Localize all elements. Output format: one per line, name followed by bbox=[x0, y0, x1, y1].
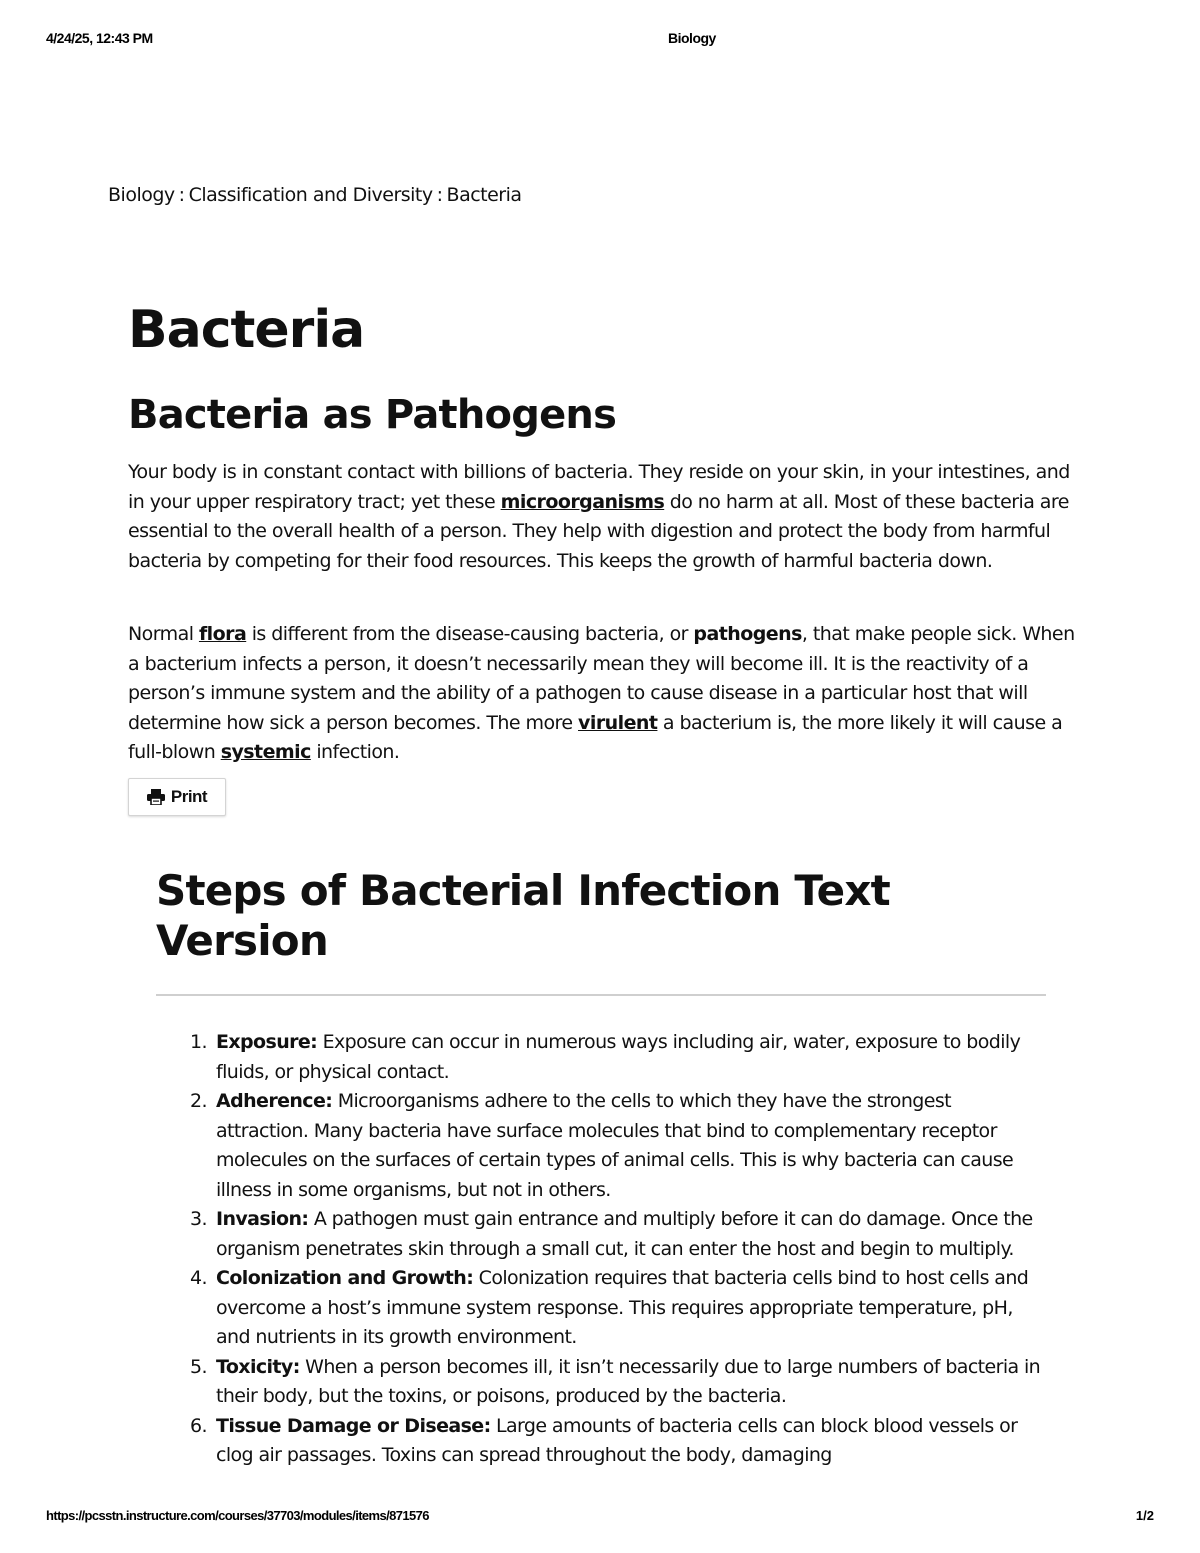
steps-list bbox=[190, 1028, 1046, 1471]
step-text: When a person becomes ill, it isn’t necessarily due to large numbers of bacteria in their body, but the toxins, or poisons, produced by the bacteria. bbox=[216, 1355, 1041, 1407]
step-text: Large amounts of bacteria cells can block blood vessels or clog air passages. Toxins can spread throughout the body, damaging bbox=[216, 1414, 1018, 1466]
list-number: 4. bbox=[190, 1267, 207, 1289]
breadcrumb-item-bacteria[interactable]: Bacteria bbox=[446, 184, 522, 206]
list-number: 1. bbox=[190, 1031, 207, 1053]
print-button-label: Print bbox=[170, 787, 208, 806]
steps-title: Steps of Bacterial Infection Text Version bbox=[156, 866, 890, 965]
print-datetime: 4/24/25, 12:43 PM bbox=[46, 30, 153, 46]
paragraph-intro bbox=[128, 458, 1078, 576]
step-text: Colonization requires that bacteria cells bind to host cells and overcome a host’s immune system response. This requires appropriate temperature, pH, and nutrients in its growth environment. bbox=[216, 1267, 1029, 1348]
list-item bbox=[190, 1412, 1046, 1471]
paragraph-text: Your body is in constant contact with billions of bacteria. They reside on your skin, in your intestines, and in your upper respiratory tract; yet these bbox=[128, 461, 1070, 513]
step-text: A pathogen must gain entrance and multiply before it can do damage. Once the organism penetrates skin through a small cut, it can enter the host and begin to multiply. bbox=[216, 1208, 1033, 1260]
paragraph-text: do no harm at all. Most of these bacteria are essential to the overall health of a person. They help with digestion and protect the body from harmful bacteria by competing for their food resources. This keeps the growth of harmful bacteria down. bbox=[128, 490, 1069, 572]
step-term: Tissue Damage or Disease: bbox=[216, 1414, 491, 1437]
list-number: 3. bbox=[190, 1208, 207, 1230]
step-term: Toxicity: bbox=[216, 1355, 300, 1378]
paragraph-text: is different from the disease-causing bacteria, or bbox=[246, 623, 694, 645]
paragraph-text: , that make people sick. When a bacterium infects a person, it doesn’t necessarily mean they will become ill. It is the reactivity of a person’s immune system and the ability of a pathogen to cause disease in a particular host that will determine how sick a person becomes. The more bbox=[128, 623, 1075, 734]
list-item bbox=[190, 1353, 1046, 1412]
glossary-link-virulent[interactable]: virulent bbox=[578, 711, 658, 734]
page-title: Bacteria bbox=[128, 300, 365, 360]
print-page-title: Biology bbox=[668, 30, 716, 46]
step-text: Exposure can occur in numerous ways including air, water, exposure to bodily fluids, or physical contact. bbox=[216, 1031, 1021, 1083]
printer-icon bbox=[147, 789, 165, 805]
step-text: Microorganisms adhere to the cells to which they have the strongest attraction. Many bacteria have surface molecules that bind to complementary receptor molecules on the surfaces of certain types of animal cells. This is why bacteria can cause illness in some organisms, but not in others. bbox=[216, 1090, 1014, 1201]
bold-term-pathogens: pathogens bbox=[693, 623, 802, 645]
step-term: Invasion: bbox=[216, 1208, 309, 1230]
list-item bbox=[190, 1264, 1046, 1353]
print-header bbox=[0, 30, 1200, 50]
list-item bbox=[190, 1028, 1046, 1087]
step-term: Adherence: bbox=[216, 1090, 333, 1112]
list-item bbox=[190, 1087, 1046, 1205]
list-number: 2. bbox=[190, 1090, 207, 1112]
print-url: https://pcsstn.instructure.com/courses/37703/modules/items/871576 bbox=[46, 1508, 429, 1523]
section-title: Bacteria as Pathogens bbox=[128, 392, 617, 438]
divider bbox=[156, 994, 1046, 996]
list-item bbox=[190, 1205, 1046, 1264]
list-number: 6. bbox=[190, 1414, 207, 1437]
glossary-link-microorganisms[interactable]: microorganisms bbox=[500, 490, 665, 513]
list-number: 5. bbox=[190, 1355, 207, 1378]
paragraph-text: Normal bbox=[128, 623, 199, 645]
glossary-link-systemic[interactable]: systemic bbox=[220, 741, 311, 763]
breadcrumb-separator: : bbox=[178, 184, 185, 206]
paragraph-text: infection. bbox=[310, 741, 400, 763]
print-footer bbox=[0, 1508, 1200, 1528]
glossary-link-flora[interactable]: flora bbox=[198, 623, 247, 645]
paragraph-pathogens bbox=[128, 620, 1078, 768]
print-button[interactable] bbox=[128, 778, 226, 816]
step-term: Colonization and Growth: bbox=[216, 1267, 474, 1289]
breadcrumb-separator: : bbox=[436, 184, 443, 206]
breadcrumb bbox=[108, 184, 522, 206]
page-number: 1/2 bbox=[1135, 1508, 1154, 1523]
paragraph-text: a bacterium is, the more likely it will cause a full-blown bbox=[128, 711, 1063, 763]
breadcrumb-item-classification[interactable]: Classification and Diversity bbox=[188, 184, 433, 206]
step-term: Exposure: bbox=[216, 1031, 318, 1053]
breadcrumb-item-biology[interactable]: Biology bbox=[108, 184, 175, 206]
